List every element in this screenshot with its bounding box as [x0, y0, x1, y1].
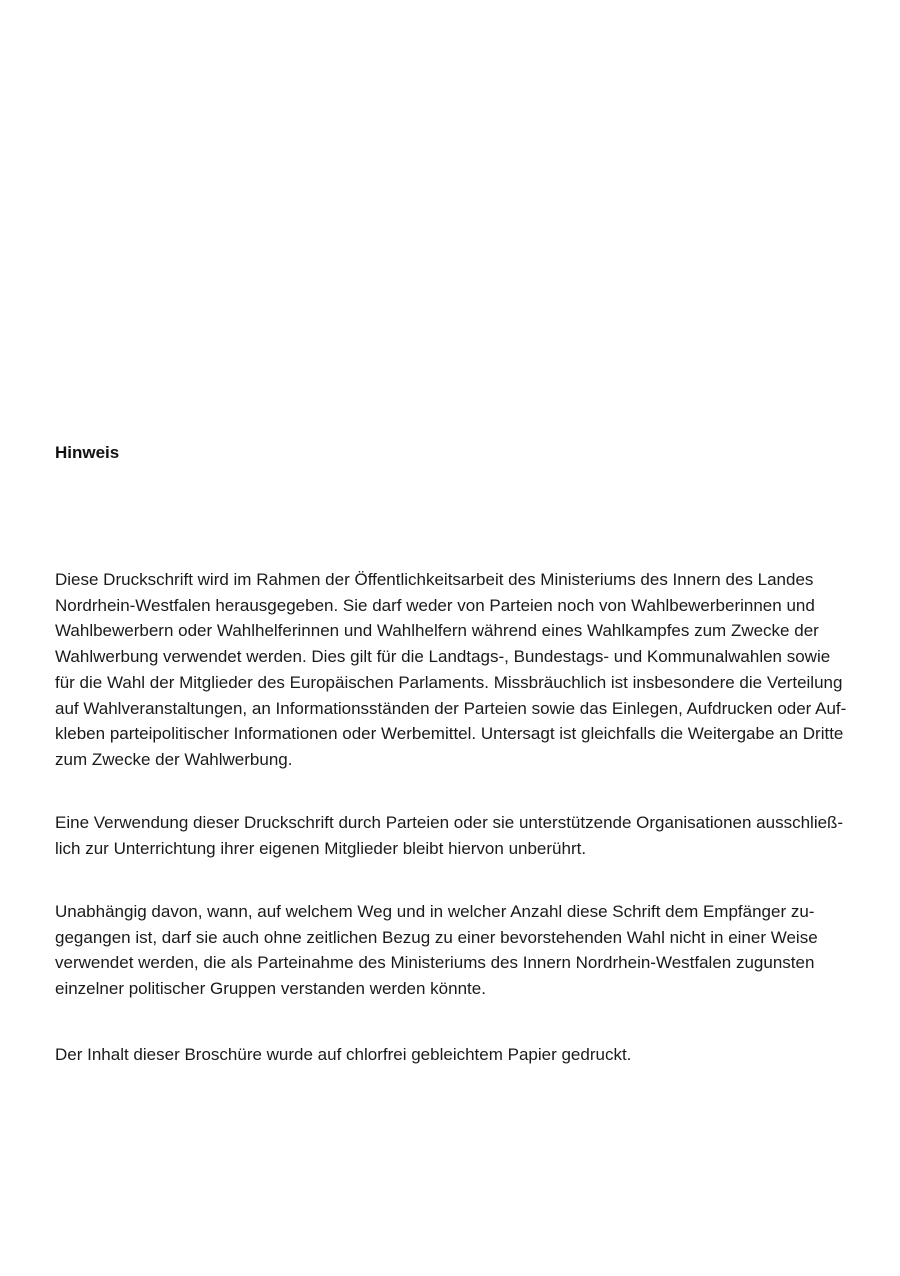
text-line: einzelner politischer Gruppen verstanden werden könnte.	[55, 979, 486, 999]
paragraph-neutrality	[55, 899, 855, 1002]
paragraph-paper-note	[55, 1042, 855, 1068]
text-line: Unabhängig davon, wann, auf welchem Weg und in welcher Anzahl diese Schrift dem Empfänger zu-	[55, 902, 815, 921]
text-line: auf Wahlveranstaltungen, an Informationsständen der Parteien sowie das Einlegen, Aufdrucken oder Auf-	[55, 698, 847, 718]
text-line: kleben parteipolitischer Informationen oder Werbemittel. Untersagt ist gleichfalls die Weitergabe an Dritte	[55, 724, 844, 744]
text-line: Diese Druckschrift wird im Rahmen der Öffentlichkeitsarbeit des Ministeriums des Innern des Landes	[55, 570, 814, 589]
notice-heading: Hinweis	[55, 443, 120, 462]
paragraph-publication-notice	[55, 567, 855, 773]
text-line: Der Inhalt dieser Broschüre wurde auf chlorfrei gebleichtem Papier gedruckt.	[55, 1045, 632, 1064]
text-line: lich zur Unterrichtung ihrer eigenen Mitglieder bleibt hiervon unberührt.	[55, 838, 587, 858]
text-line: Wahlbewerbern oder Wahlhelferinnen und Wahlhelfern während eines Wahlkampfes zum Zwecke der	[55, 621, 819, 641]
paragraph-party-use	[55, 810, 855, 861]
text-line: für die Wahl der Mitglieder des Europäischen Parlaments. Missbräuchlich ist insbesondere die Verteilung	[55, 672, 843, 692]
text-line: verwendet werden, die als Parteinahme des Ministeriums des Innern Nordrhein-Westfalen zugunsten	[55, 953, 815, 973]
text-line: Nordrhein-Westfalen herausgegeben. Sie darf weder von Parteien noch von Wahlbewerberinnen und	[55, 595, 815, 615]
text-line: Eine Verwendung dieser Druckschrift durch Parteien oder sie unterstützende Organisationen ausschließ-	[55, 813, 844, 832]
text-line: Wahlwerbung verwendet werden. Dies gilt für die Landtags-, Bundestags- und Kommunalwahlen sowie	[55, 647, 831, 667]
text-line: zum Zwecke der Wahlwerbung.	[55, 749, 293, 769]
text-line: gegangen ist, darf sie auch ohne zeitlichen Bezug zu einer bevorstehenden Wahl nicht in einer Weise	[55, 927, 818, 947]
